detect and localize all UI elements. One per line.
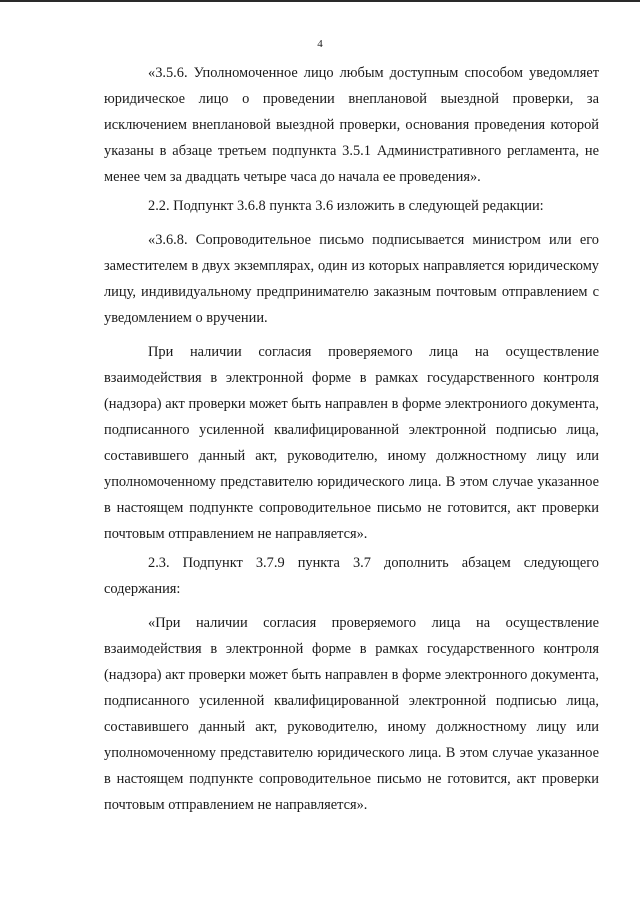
paragraph-electronic-form-1: При наличии согласия проверяемого лица на осуществление взаимодействия в электронной форме в рамках государственного контроля (надзора) акт проверки может быть направлен в форме электрониого документа, подписанного усиленной квалифицированной электронной подписью лица, составившего данный акт, руководителю, иному должностному лицу или уполномоченному представителю юридического лица. В этом случае указанное в настоящем подпункте сопроводительное письмо не готовится, акт проверки почтовым отправлением не направляется». [104, 344, 599, 542]
paragraph-electronic-form-2: «При наличии согласия проверяемого лица на осуществление взаимодействия в электронной форме в рамках государственного контроля (надзора) акт проверки может быть направлен в форме электронного документа, подписанного усиленной квалифицированной электронной подписью лица, составившего данный акт, руководителю, иному должностному лицу или уполномоченному представителю юридического лица. В этом случае указанное в настоящем подпункте сопроводительное письмо не готовится, акт проверки почтовым отправлением не направляется». [104, 615, 599, 813]
paragraph-amendment-2-3: 2.3. Подпункт 3.7.9 пункта 3.7 дополнить абзацем следующего содержания: [104, 555, 599, 597]
paragraph-amendment-2-2: 2.2. Подпункт 3.6.8 пункта 3.6 изложить в следующей редакции: [148, 198, 544, 214]
top-border-line [0, 0, 640, 2]
page-number: 4 [317, 38, 323, 50]
paragraph-3-6-8: «3.6.8. Сопроводительное письмо подписывается министром или его заместителем в двух экземплярах, один из которых направляется юридическому лицу, индивидуальному предпринимателю заказным почтовым отправлением с уведомлением о вручении. [104, 232, 599, 326]
paragraph-3-5-6: «3.5.6. Уполномоченное лицо любым доступным способом уведомляет юридическое лицо о проведении внеплановой выездной проверки, за исключением внеплановой выездной проверки, основания проведения которой указаны в абзаце третьем подпункта 3.5.1 Административного регламента, не менее чем за двадцать четыре часа до начала ее проведения». [104, 65, 599, 185]
document-body [104, 60, 599, 818]
